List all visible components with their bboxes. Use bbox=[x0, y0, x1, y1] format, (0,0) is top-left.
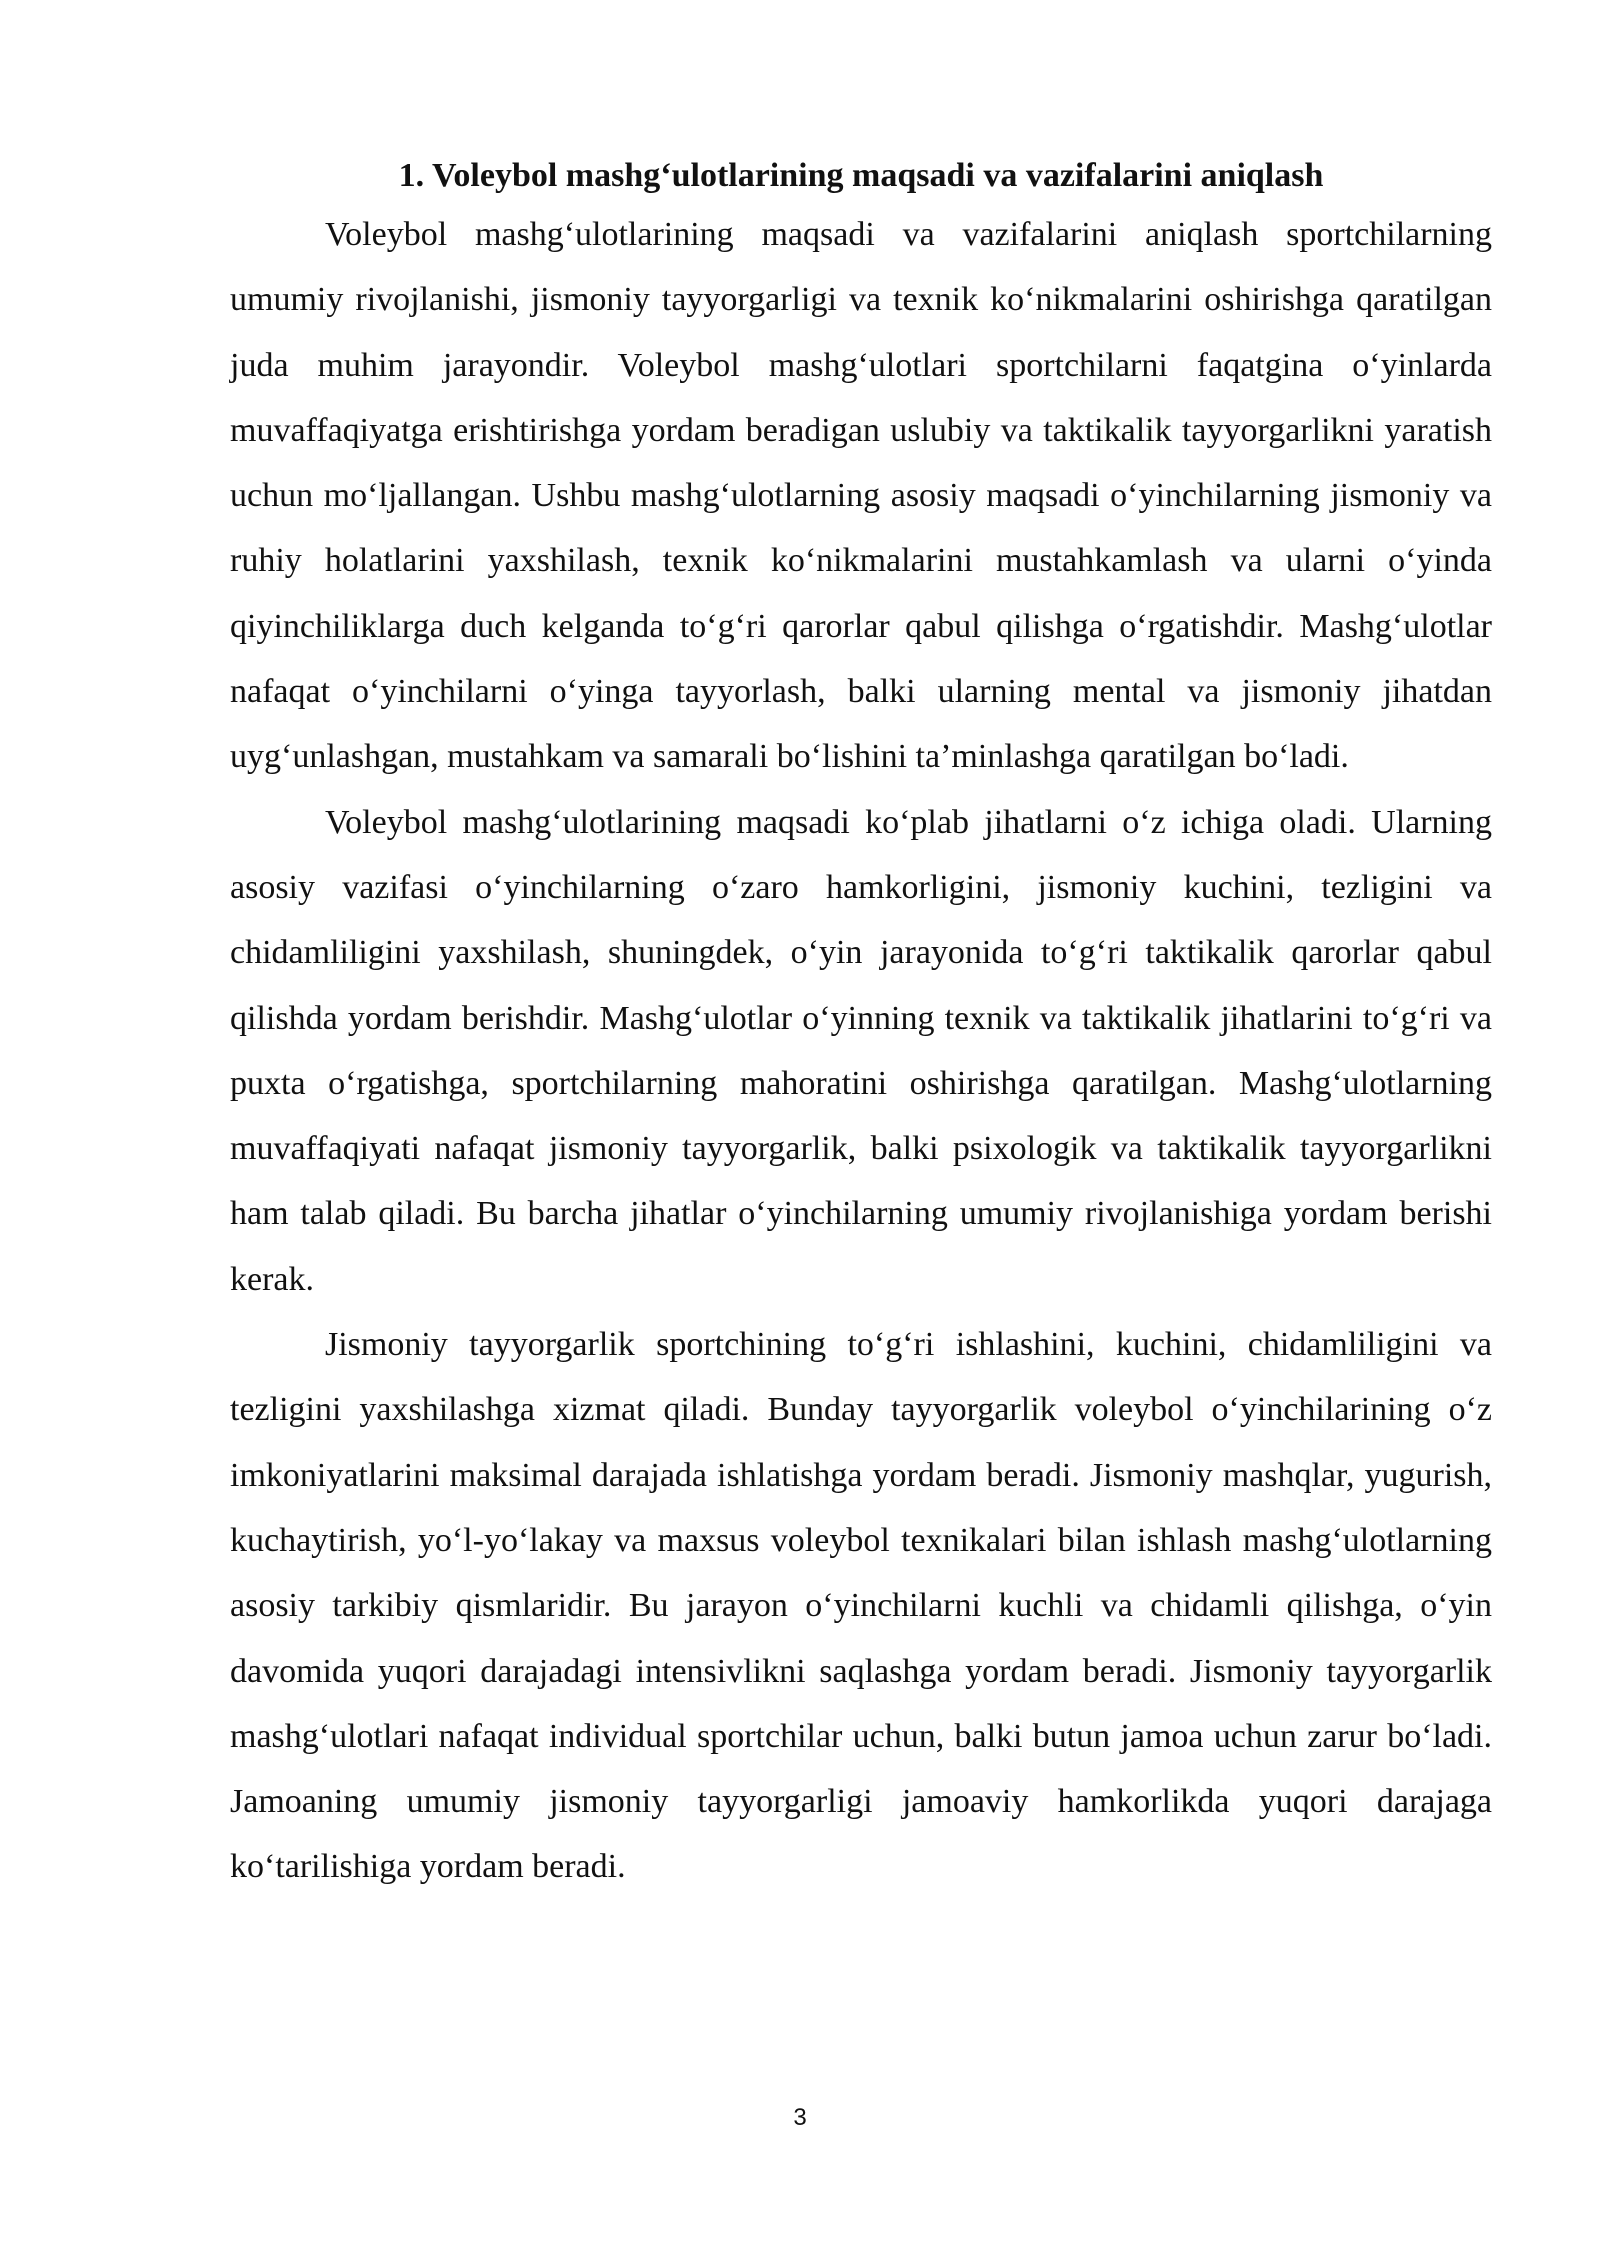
page-content bbox=[230, 150, 1492, 1900]
paragraph-3: Jismoniy tayyorgarlik sportchining to‘g‘ri ishlashini, kuchini, chidamliligini va tezligini yaxshilashga xizmat qiladi. Bunday tayyorgarlik voleybol o‘yinchilarining o‘z imkoniyatlarini maksimal darajada ishlatishga yordam beradi. Jismoniy mashqlar, yugurish, kuchaytirish, yo‘l-yo‘lakay va maxsus voleybol texnikalari bilan ishlash mashg‘ulotlarning asosiy tarkibiy qismlaridir. Bu jarayon o‘yinchilarni kuchli va chidamli qilishga, o‘yin davomida yuqori darajadagi intensivlikni saqlashga yordam beradi. Jismoniy tayyorgarlik mashg‘ulotlari nafaqat individual sportchilar uchun, balki butun jamoa uchun zarur bo‘ladi. Jamoaning umumiy jismoniy tayyorgarligi jamoaviy hamkorlikda yuqori darajaga ko‘tarilishiga yordam beradi. bbox=[230, 1326, 1492, 1886]
page-number: 3 bbox=[793, 2104, 807, 2131]
paragraph-1: Voleybol mashg‘ulotlarining maqsadi va vazifalarini aniqlash sportchilarning umumiy rivojlanishi, jismoniy tayyorgarligi va texnik ko‘nikmalarini oshirishga qaratilgan juda muhim jarayondir. Voleybol mashg‘ulotlari sportchilarni faqatgina o‘yinlarda muvaffaqiyatga erishtirishga yordam beradigan uslubiy va taktikalik tayyorgarlikni yaratish uchun mo‘ljallangan. Ushbu mashg‘ulotlarning asosiy maqsadi o‘yinchilarning jismoniy va ruhiy holatlarini yaxshilash, texnik ko‘nikmalarini mustahkamlash va ularni o‘yinda qiyinchiliklarga duch kelganda to‘g‘ri qarorlar qabul qilishga o‘rgatishdir. Mashg‘ulotlar nafaqat o‘yinchilarni o‘yinga tayyorlash, balki ularning mental va jismoniy jihatdan uyg‘unlashgan, mustahkam va samarali bo‘lishini ta’minlashga qaratilgan bo‘ladi. bbox=[230, 216, 1492, 776]
section-heading: 1. Voleybol mashg‘ulotlarining maqsadi va vazifalarini aniqlash bbox=[398, 157, 1324, 194]
paragraph-2: Voleybol mashg‘ulotlarining maqsadi ko‘plab jihatlarni o‘z ichiga oladi. Ularning asosiy vazifasi o‘yinchilarning o‘zaro hamkorligini, jismoniy kuchini, tezligini va chidamliligini yaxshilash, shuningdek, o‘yin jarayonida to‘g‘ri taktikalik qarorlar qabul qilishda yordam berishdir. Mashg‘ulotlar o‘yinning texnik va taktikalik jihatlarini to‘g‘ri va puxta o‘rgatishga, sportchilarning mahoratini oshirishga qaratilgan. Mashg‘ulotlarning muvaffaqiyati nafaqat jismoniy tayyorgarlik, balki psixologik va taktikalik tayyorgarlikni ham talab qiladi. Bu barcha jihatlar o‘yinchilarning umumiy rivojlanishiga yordam berishi kerak. bbox=[230, 803, 1492, 1298]
